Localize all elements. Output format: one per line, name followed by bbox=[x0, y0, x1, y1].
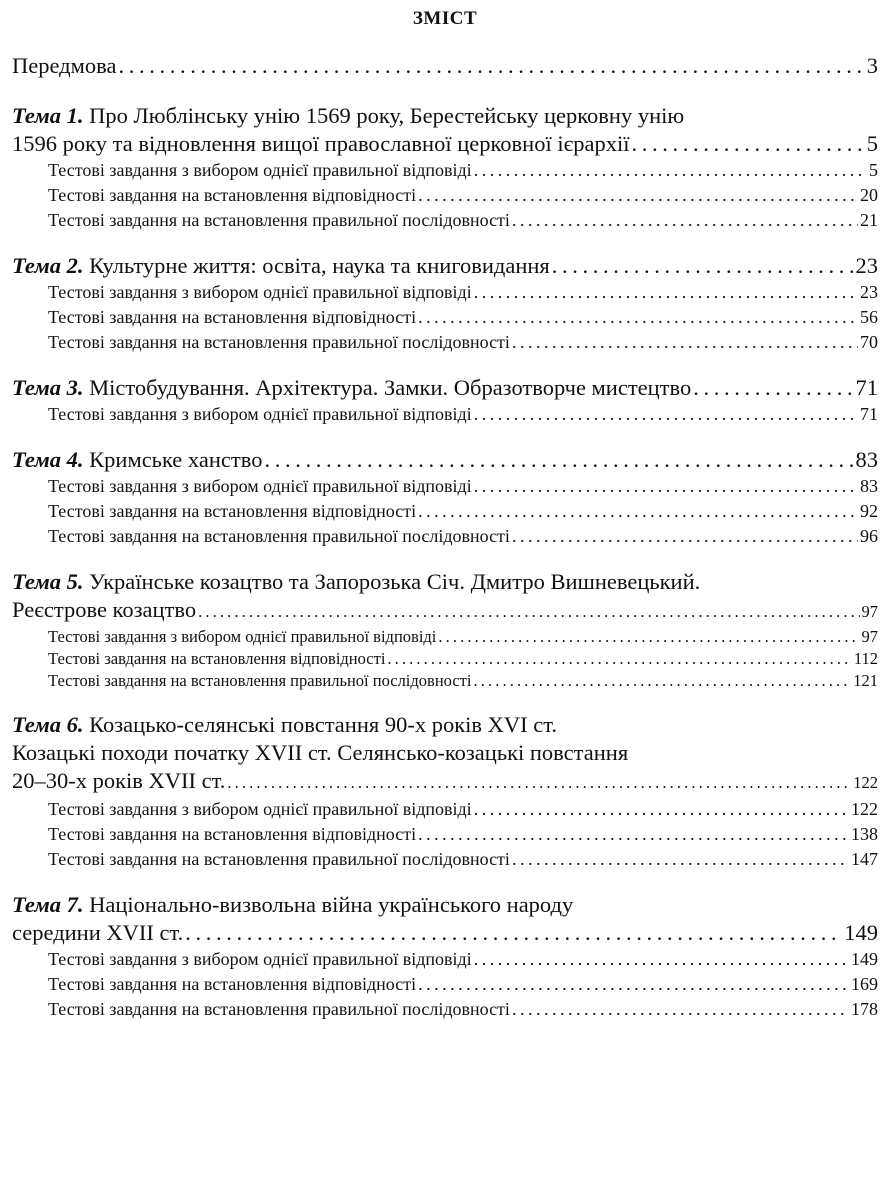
toc-subentry[interactable] bbox=[12, 648, 878, 670]
toc-topic-text bbox=[12, 596, 196, 624]
toc-subentry[interactable] bbox=[12, 997, 878, 1022]
toc-subentry-text: Тестові завдання на встановлення правильної послідовності bbox=[48, 999, 510, 1019]
dot-leader bbox=[512, 208, 858, 233]
toc-topic-line[interactable] bbox=[12, 130, 878, 158]
topic-title-line: 20–30-х років XVII ст. bbox=[12, 768, 226, 793]
toc-subentry[interactable] bbox=[12, 330, 878, 355]
dot-leader bbox=[512, 330, 858, 355]
toc-section bbox=[12, 446, 878, 549]
page-number: 56 bbox=[860, 307, 878, 327]
toc-subentry[interactable] bbox=[12, 208, 878, 233]
dot-leader bbox=[198, 598, 859, 626]
toc-topic-line[interactable] bbox=[12, 374, 878, 402]
toc-entry-text: Передмова bbox=[12, 53, 117, 78]
topic-label: Тема 5. bbox=[12, 569, 84, 594]
toc-topic-line[interactable] bbox=[12, 596, 878, 626]
toc-subentry-text: Тестові завдання з вибором однієї правильної відповіді bbox=[48, 949, 472, 969]
dot-leader bbox=[474, 402, 858, 427]
toc-subentry-text: Тестові завдання з вибором однієї правильної відповіді bbox=[48, 282, 472, 302]
toc-topic-line[interactable] bbox=[12, 568, 878, 596]
toc-subentry-text: Тестові завдання на встановлення правильної послідовності bbox=[48, 671, 472, 690]
dot-leader bbox=[418, 822, 849, 847]
dot-leader bbox=[264, 446, 853, 474]
page-number: 83 bbox=[860, 476, 878, 496]
toc-section bbox=[12, 568, 878, 692]
dot-leader bbox=[118, 52, 864, 80]
toc-subentry[interactable] bbox=[12, 972, 878, 997]
page-title: ЗМІСТ bbox=[412, 8, 478, 29]
toc-section bbox=[12, 711, 878, 872]
toc-topic-text bbox=[12, 446, 262, 474]
toc-topic-line[interactable] bbox=[12, 711, 878, 739]
toc-subentry-text: Тестові завдання з вибором однієї правильної відповіді bbox=[48, 799, 472, 819]
page-number: 71 bbox=[855, 375, 878, 400]
toc-section bbox=[12, 891, 878, 1022]
topic-label: Тема 6. bbox=[12, 712, 84, 737]
dot-leader bbox=[512, 997, 849, 1022]
toc-subentry[interactable] bbox=[12, 474, 878, 499]
page-number: 71 bbox=[860, 404, 878, 424]
topic-label: Тема 1. bbox=[12, 103, 84, 128]
toc-subentry-text: Тестові завдання на встановлення відповідності bbox=[48, 307, 417, 327]
dot-leader bbox=[418, 305, 858, 330]
page-number: 23 bbox=[860, 282, 878, 302]
toc-subentry[interactable] bbox=[12, 280, 878, 305]
page-number: 112 bbox=[853, 649, 878, 668]
toc-subentry[interactable] bbox=[12, 847, 878, 872]
toc-topic-line[interactable] bbox=[12, 102, 878, 130]
dot-leader bbox=[474, 158, 867, 183]
toc-subentry[interactable] bbox=[12, 947, 878, 972]
dot-leader bbox=[185, 919, 842, 947]
toc-entry-preface[interactable] bbox=[12, 52, 878, 80]
page-number: 23 bbox=[855, 253, 878, 278]
toc-subentry-text: Тестові завдання з вибором однієї правильної відповіді bbox=[48, 476, 472, 496]
toc-topic-text bbox=[12, 919, 183, 947]
topic-title-line: Містобудування. Архітектура. Замки. Образотворче мистецтво bbox=[89, 375, 692, 400]
toc-topic-text bbox=[12, 892, 573, 917]
topic-title-line: Кримське ханство bbox=[89, 447, 263, 472]
dot-leader bbox=[438, 626, 859, 648]
toc-subentry[interactable] bbox=[12, 499, 878, 524]
dot-leader bbox=[512, 524, 858, 549]
toc-subentry-text: Тестові завдання на встановлення правильної послідовності bbox=[48, 849, 510, 869]
toc-subentry-text: Тестові завдання на встановлення правильної послідовності bbox=[48, 526, 510, 546]
dot-leader bbox=[693, 374, 853, 402]
toc-topic-text bbox=[12, 103, 684, 128]
page-number: 122 bbox=[851, 799, 878, 819]
dot-leader bbox=[418, 499, 858, 524]
page-number: 121 bbox=[853, 671, 878, 690]
topic-title-line: Козацько-селянські повстання 90-х років XVI ст. bbox=[89, 712, 558, 737]
toc-topic-text bbox=[12, 569, 700, 594]
toc-topic-line[interactable] bbox=[12, 919, 878, 947]
dot-leader bbox=[418, 183, 858, 208]
toc-subentry[interactable] bbox=[12, 183, 878, 208]
topic-title-line: середини XVII ст. bbox=[12, 920, 184, 945]
topic-title-line: Козацькі походи початку XVII ст. Селянсько-козацькі повстання bbox=[12, 740, 629, 765]
toc-topic-line[interactable] bbox=[12, 767, 878, 797]
toc-subentry[interactable] bbox=[12, 822, 878, 847]
toc-subentry-text: Тестові завдання на встановлення відповідності bbox=[48, 185, 417, 205]
page-number: 92 bbox=[860, 501, 878, 521]
toc-subentry[interactable] bbox=[12, 305, 878, 330]
toc-topic-text bbox=[12, 740, 628, 765]
page-number: 96 bbox=[860, 526, 878, 546]
page-number: 70 bbox=[860, 332, 878, 352]
dot-leader bbox=[418, 972, 849, 997]
topic-label: Тема 7. bbox=[12, 892, 84, 917]
page-number: 5 bbox=[866, 131, 878, 156]
toc-sections bbox=[12, 102, 878, 1022]
topic-title-line: 1596 року та відновлення вищої православної церковної ієрархії bbox=[12, 131, 630, 156]
dot-leader bbox=[474, 474, 858, 499]
toc-topic-text bbox=[12, 252, 550, 280]
toc-subentry[interactable] bbox=[12, 626, 878, 648]
toc-subentry[interactable] bbox=[12, 158, 878, 183]
page-number: 138 bbox=[851, 824, 878, 844]
toc-topic-text bbox=[12, 712, 557, 737]
page-number: 20 bbox=[860, 185, 878, 205]
toc-topic-text bbox=[12, 130, 629, 158]
topic-title-line: Реєстрове козацтво bbox=[12, 597, 197, 622]
page-number: 147 bbox=[851, 849, 878, 869]
page-number: 97 bbox=[861, 627, 878, 646]
page-number: 178 bbox=[851, 999, 878, 1019]
topic-label: Тема 4. bbox=[12, 447, 84, 472]
page-number: 149 bbox=[851, 949, 878, 969]
page-number: 83 bbox=[855, 447, 878, 472]
topic-label: Тема 2. bbox=[12, 253, 84, 278]
topic-label: Тема 3. bbox=[12, 375, 84, 400]
toc-subentry[interactable] bbox=[12, 402, 878, 427]
toc-topic-line[interactable] bbox=[12, 739, 878, 767]
page-number: 3 bbox=[866, 53, 878, 78]
toc-section bbox=[12, 102, 878, 233]
toc-section bbox=[12, 374, 878, 427]
toc-subentry-text: Тестові завдання на встановлення відповідності bbox=[48, 974, 417, 994]
toc-subentry-text: Тестові завдання на встановлення правильної послідовності bbox=[48, 332, 510, 352]
dot-leader bbox=[474, 797, 849, 822]
toc-subentry-text: Тестові завдання на встановлення відповідності bbox=[48, 501, 417, 521]
toc-subentry[interactable] bbox=[12, 524, 878, 549]
dot-leader bbox=[227, 769, 851, 797]
toc-subentry-text: Тестові завдання з вибором однієї правильної відповіді bbox=[48, 627, 437, 646]
toc-topic-line[interactable] bbox=[12, 446, 878, 474]
toc-topic-line[interactable] bbox=[12, 252, 878, 280]
toc-topic-text bbox=[12, 374, 691, 402]
dot-leader bbox=[552, 252, 854, 280]
dot-leader bbox=[473, 670, 851, 692]
page-number: 21 bbox=[860, 210, 878, 230]
toc-subentry-text: Тестові завдання на встановлення правильної послідовності bbox=[48, 210, 510, 230]
dot-leader bbox=[474, 947, 849, 972]
toc-section bbox=[12, 252, 878, 355]
toc-subentry-text: Тестові завдання з вибором однієї правильної відповіді bbox=[48, 160, 472, 180]
page-number: 122 bbox=[853, 773, 878, 792]
page-number: 97 bbox=[861, 602, 878, 621]
toc-subentry-text: Тестові завдання на встановлення відповідності bbox=[48, 649, 386, 668]
topic-title-line: Культурне життя: освіта, наука та книговидання bbox=[89, 253, 550, 278]
page-number: 149 bbox=[844, 920, 878, 945]
dot-leader bbox=[474, 280, 858, 305]
topic-title-line: Про Люблінську унію 1569 року, Берестейську церковну унію bbox=[89, 103, 685, 128]
page-number: 5 bbox=[869, 160, 878, 180]
page-number: 169 bbox=[851, 974, 878, 994]
toc-subentry-text: Тестові завдання з вибором однієї правильної відповіді bbox=[48, 404, 472, 424]
toc-topic-text bbox=[12, 767, 225, 795]
dot-leader bbox=[512, 847, 849, 872]
dot-leader bbox=[387, 648, 851, 670]
dot-leader bbox=[631, 130, 864, 158]
topic-title-line: Національно-визвольна війна українського народу bbox=[89, 892, 574, 917]
toc-subentry[interactable] bbox=[12, 797, 878, 822]
topic-title-line: Українське козацтво та Запорозька Січ. Дмитро Вишневецький. bbox=[89, 569, 701, 594]
toc-topic-line[interactable] bbox=[12, 891, 878, 919]
toc-subentry-text: Тестові завдання на встановлення відповідності bbox=[48, 824, 417, 844]
toc-subentry[interactable] bbox=[12, 670, 878, 692]
